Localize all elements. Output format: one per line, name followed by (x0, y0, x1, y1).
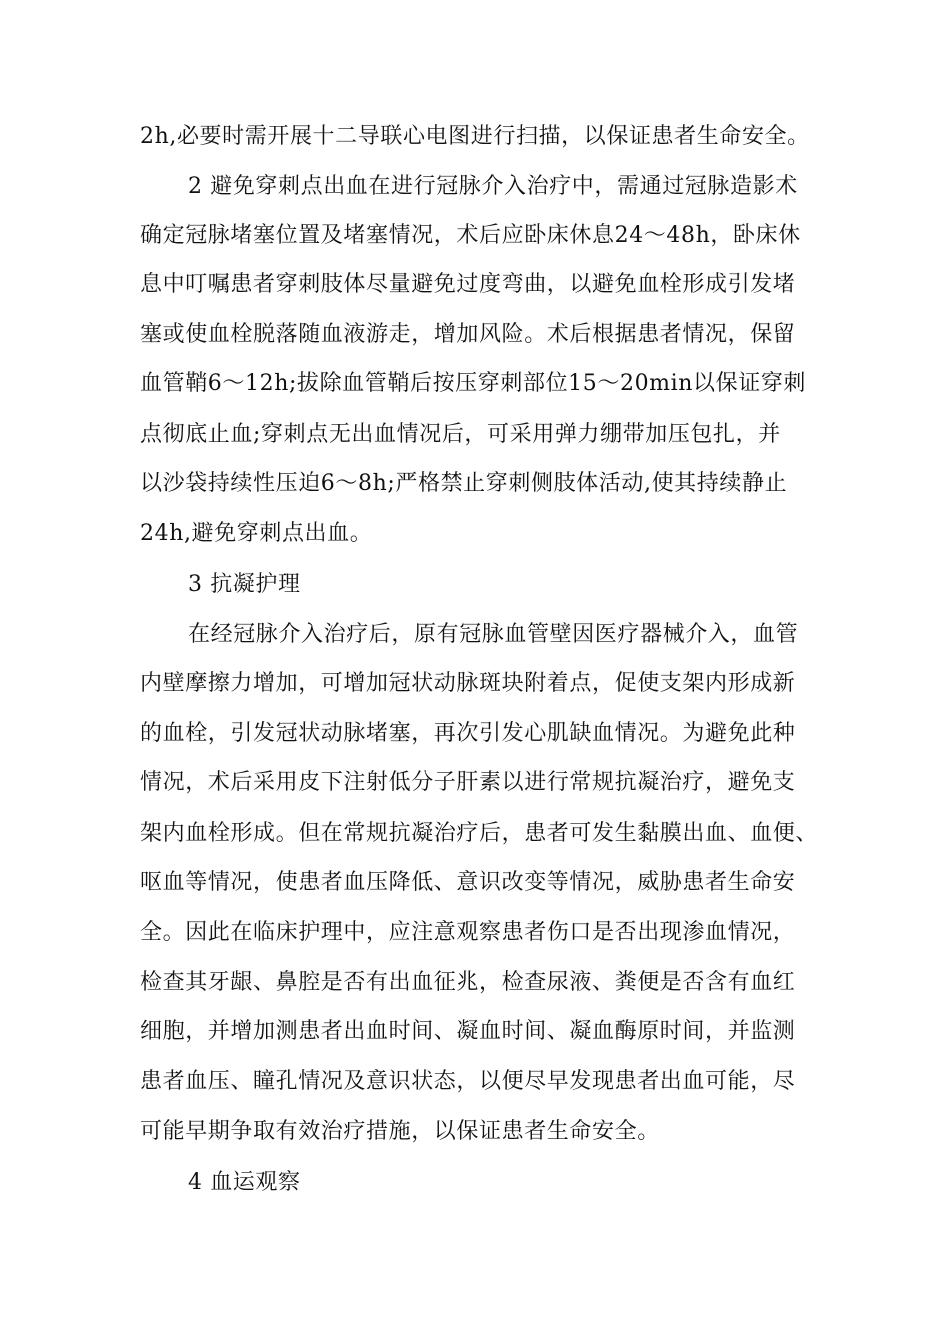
text-line: 血管鞘6～12h;拔除血管鞘后按压穿刺部位15～20min以保证穿刺 (140, 371, 807, 396)
section-heading-2: 2 避免穿刺点出血在进行冠脉介入治疗中，需通过冠脉造影术 (188, 174, 798, 199)
text-line: 确定冠脉堵塞位置及堵塞情况，术后应卧床休息24～48h，卧床休 (140, 223, 801, 248)
text-line: 情况，术后采用皮下注射低分子肝素以进行常规抗凝治疗，避免支 (140, 770, 796, 795)
text-line: 点彻底止血;穿刺点无出血情况后，可采用弹力绷带加压包扎，并 (140, 422, 781, 447)
text-line: 检查其牙龈、鼻腔是否有出血征兆，检查尿液、粪便是否含有血红 (140, 970, 796, 995)
text-line: 2h,必要时需开展十二导联心电图进行扫描，以保证患者生命安全。 (140, 124, 810, 149)
text-line: 全。因此在临床护理中，应注意观察患者伤口是否出现渗血情况， (140, 920, 796, 945)
text-line: 架内血栓形成。但在常规抗凝治疗后，患者可发生黏膜出血、血便、 (140, 821, 819, 846)
text-line: 内壁摩擦力增加，可增加冠状动脉斑块附着点，促使支架内形成新 (140, 671, 796, 696)
text-line: 在经冠脉介入治疗后，原有冠脉血管壁因医疗器械介入，血管 (188, 622, 799, 647)
text-line: 呕血等情况，使患者血压降低、意识改变等情况，威胁患者生命安 (140, 870, 796, 895)
text-line: 可能早期争取有效治疗措施，以保证患者生命安全。 (140, 1119, 660, 1144)
text-line: 患者血压、瞳孔情况及意识状态，以便尽早发现患者出血可能，尽 (140, 1069, 796, 1094)
text-line: 细胞，并增加测患者出血时间、凝血时间、凝血酶原时间，并监测 (140, 1019, 796, 1044)
text-line: 24h,避免穿刺点出血。 (140, 521, 373, 546)
text-line: 息中叮嘱患者穿刺肢体尽量避免过度弯曲，以避免血栓形成引发堵 (140, 272, 796, 297)
text-line: 的血栓，引发冠状动脉堵塞，再次引发心肌缺血情况。为避免此种 (140, 721, 796, 746)
section-heading-4: 4 血运观察 (188, 1170, 301, 1195)
text-line: 塞或使血栓脱落随血液游走，增加风险。术后根据患者情况，保留 (140, 322, 796, 347)
text-line: 以沙袋持续性压迫6～8h;严格禁止穿刺侧肢体活动,使其持续静止 (140, 471, 788, 496)
section-heading-3: 3 抗凝护理 (188, 572, 301, 597)
